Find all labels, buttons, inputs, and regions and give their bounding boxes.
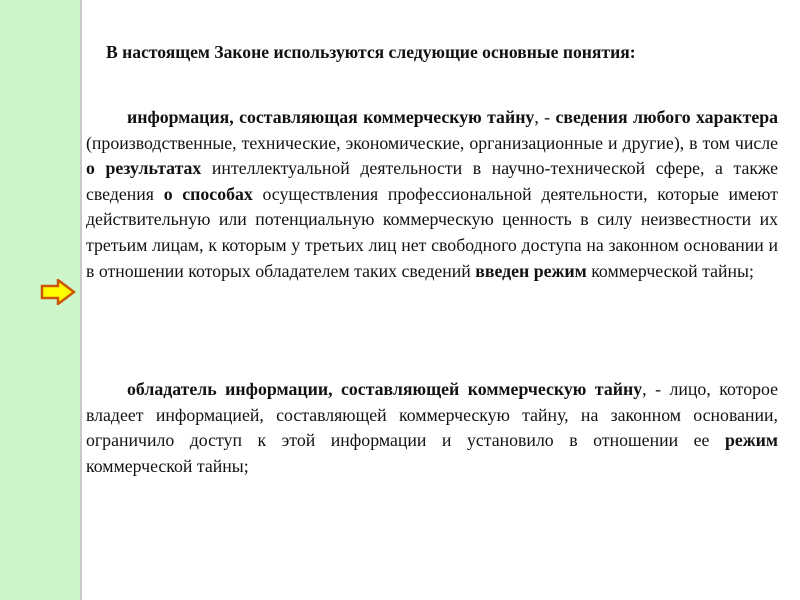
body-text: осуществления профессиональной деятельности, которые имеют действительную или потенциальную коммерческую ценность в силу неизвестности их третьим лицам, к которым у третьих лиц нет свободного доступа на законном основании и в отношении которых обладателем таких сведений: [86, 183, 779, 281]
emphasized-term: обладатель информации, составляющей коммерческую тайну: [127, 379, 643, 399]
body-text: , - лицо, которое владеет информацией, составляющей коммерческую тайну, на законном основании, ограничило доступ к этой информации и установило в отношении ее: [86, 379, 778, 451]
body-text: (производственные, технические, экономические, организационные и другие), в том числе: [86, 132, 778, 153]
emphasized-term: о результатах: [86, 158, 202, 179]
body-text: коммерческой тайны;: [586, 260, 754, 281]
slide-heading: В настоящем Законе используются следующие основные понятия:: [106, 42, 636, 62]
right-arrow-icon: [40, 279, 76, 305]
emphasized-term: введен режим: [475, 260, 587, 281]
sidebar-divider: [80, 0, 82, 600]
body-text: , -: [534, 107, 556, 127]
body-text: коммерческой тайны;: [86, 455, 249, 476]
emphasized-term: сведения любого характера: [555, 107, 778, 127]
definition-info-owner: [86, 377, 778, 479]
emphasized-term: о способах: [163, 183, 253, 204]
emphasized-term: информация, составляющая коммерческую тайну: [127, 107, 535, 127]
definition-trade-secret-info: [86, 105, 778, 284]
body-text: интеллектуальной деятельности в научно-технической сфере, а также сведения: [86, 158, 778, 204]
emphasized-term: режим: [724, 430, 778, 451]
